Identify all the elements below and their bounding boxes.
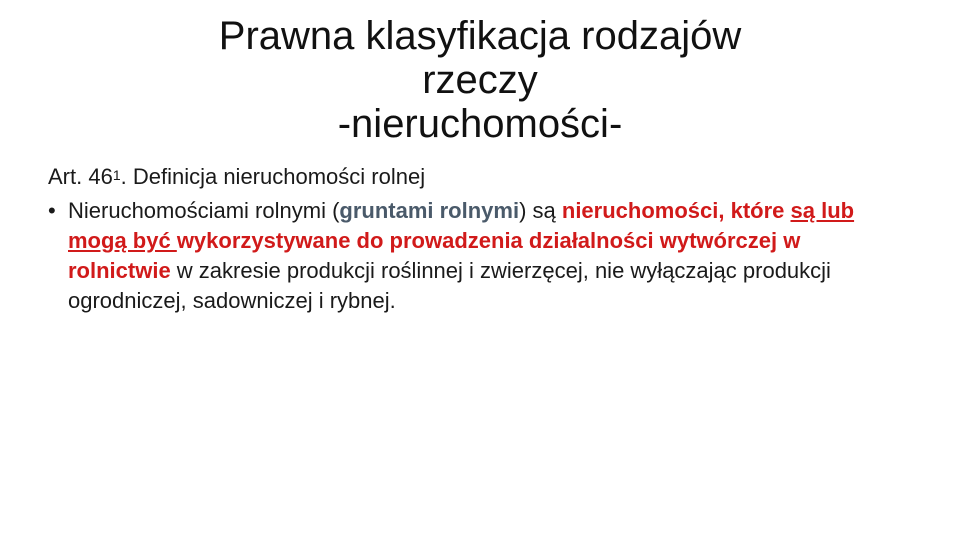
article-prefix: Art. 46 — [48, 164, 113, 189]
article-superscript: 1 — [112, 167, 121, 183]
bullet-icon: • — [48, 198, 56, 223]
article-suffix: . Definicja nieruchomości rolnej — [120, 164, 426, 189]
title-line-1: Prawna klasyfikacja rodzajów — [218, 14, 742, 58]
title-line-2: rzeczy — [422, 58, 538, 102]
slide-title — [80, 14, 880, 146]
defined-term: gruntami rolnymi — [339, 198, 520, 223]
definition-bullet — [48, 196, 908, 316]
bullet-text-3: w zakresie produkcji roślinnej i zwierzęcej, nie wyłączając produkcji ogrodniczej, sadowniczej i rybnej. — [68, 258, 831, 313]
title-line-3: -nieruchomości- — [337, 102, 623, 146]
slide-body — [48, 162, 908, 316]
bullet-text-2: ) są — [519, 198, 562, 223]
emphasis-red-underlined: są lub mogą być — [68, 198, 855, 253]
article-heading — [48, 162, 908, 192]
bullet-text-1: Nieruchomościami rolnymi ( — [68, 198, 340, 223]
emphasis-red-1: nieruchomości, które — [561, 198, 791, 223]
emphasis-red-2: wykorzystywane do prowadzenia działalności wytwórczej w rolnictwie — [68, 228, 801, 283]
